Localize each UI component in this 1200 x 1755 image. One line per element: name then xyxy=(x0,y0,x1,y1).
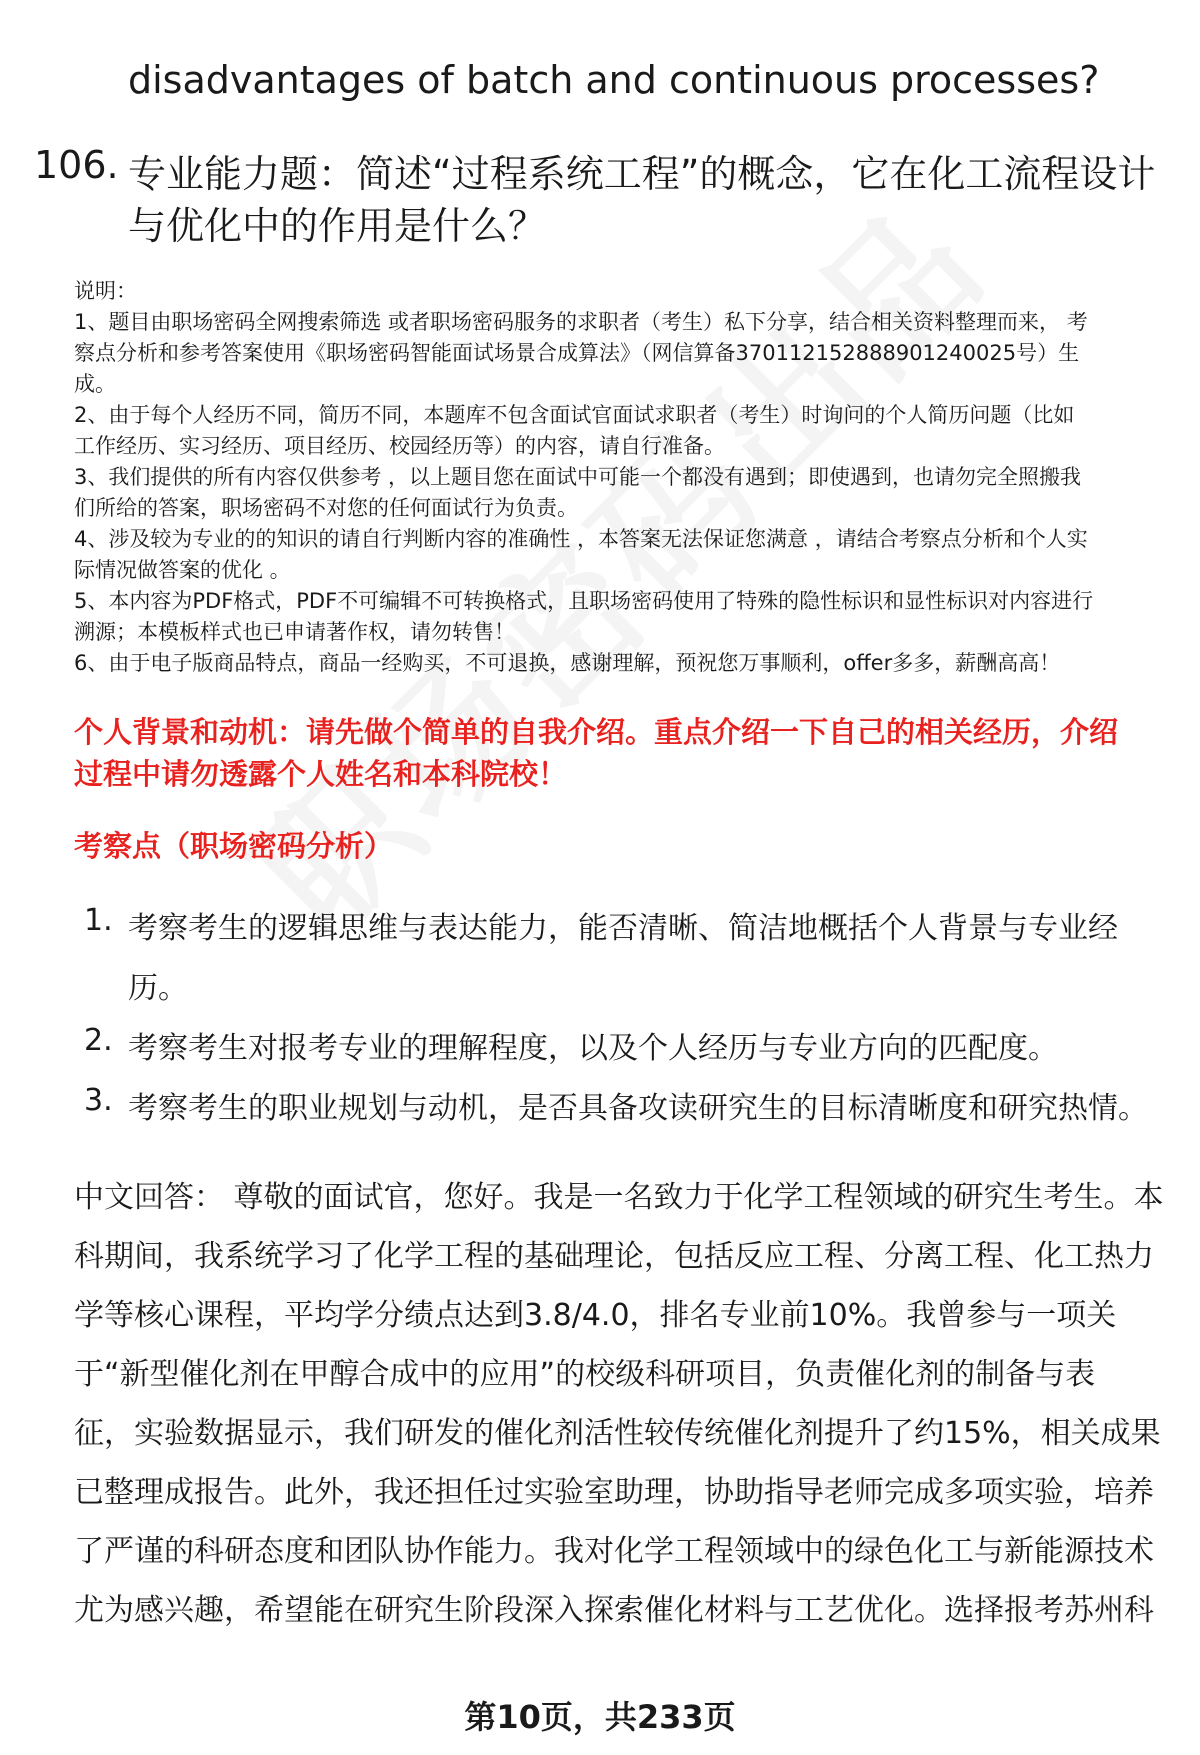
answer-block xyxy=(74,1168,1164,1640)
question-title-line1: 专业能力题：简述“过程系统工程”的概念，它在化工流程设计 xyxy=(128,152,1156,196)
answer-line: 已整理成报告。此外，我还担任过实验室助理，协助指导老师完成多项实验，培养 xyxy=(74,1475,1154,1510)
instructions-block xyxy=(74,276,1154,679)
answer-line: 征，实验数据显示，我们研发的催化剂活性较传统催化剂提升了约15%，相关成果 xyxy=(74,1416,1161,1451)
answer-line: 于“新型催化剂在甲醇合成中的应用”的校级科研项目，负责催化剂的制备与表 xyxy=(74,1357,1096,1392)
answer-line: 中文回答： 尊敬的面试官，您好。我是一名致力于化学工程领域的研究生考生。本 xyxy=(74,1180,1164,1215)
background-prompt-line2: 过程中请勿透露个人姓名和本科院校！ xyxy=(74,757,568,791)
question-title-line2: 与优化中的作用是什么？ xyxy=(128,204,547,248)
key-points-heading: 考察点（职场密码分析） xyxy=(74,829,394,863)
answer-line: 了严谨的科研态度和团队协作能力。我对化学工程领域中的绿色化工与新能源技术 xyxy=(74,1534,1154,1569)
note-line: 1、题目由职场密码全网搜索筛选 或者职场密码服务的求职者（考生）私下分享，结合相关资料整理而来， 考 xyxy=(74,310,1088,334)
previous-question-tail: disadvantages of batch and continuous processes? xyxy=(128,58,1100,102)
note-line: 们所给的答案，职场密码不对您的任何面试行为负责。 xyxy=(74,496,578,520)
list-item-text: 历。 xyxy=(128,971,188,1006)
answer-line: 尤为感兴趣，希望能在研究生阶段深入探索催化材料与工艺优化。选择报考苏州科 xyxy=(74,1593,1154,1628)
page-footer: 第10页，共233页 xyxy=(464,1698,736,1736)
note-line: 际情况做答案的优化 。 xyxy=(74,558,291,582)
list-item-number: 2. xyxy=(84,1023,113,1058)
background-prompt-line1: 个人背景和动机：请先做个简单的自我介绍。重点介绍一下自己的相关经历，介绍 xyxy=(74,715,1119,749)
note-line: 察点分析和参考答案使用《职场密码智能面试场景合成算法》（网信算备370112152888901240025号）生 xyxy=(74,341,1080,365)
note-line: 说明： xyxy=(74,279,137,303)
answer-line: 科期间，我系统学习了化学工程的基础理论，包括反应工程、分离工程、化工热力 xyxy=(74,1239,1154,1274)
list-item-text: 考察考生的职业规划与动机，是否具备攻读研究生的目标清晰度和研究热情。 xyxy=(128,1091,1148,1126)
note-line: 4、涉及较为专业的的知识的请自行判断内容的准确性 ，本答案无法保证您满意 ，请结合考察点分析和个人实 xyxy=(74,527,1088,551)
note-line: 溯源；本模板样式也已申请著作权，请勿转售！ xyxy=(74,620,515,644)
note-line: 5、本内容为PDF格式，PDF不可编辑不可转换格式，且职场密码使用了特殊的隐性标识和显性标识对内容进行 xyxy=(74,589,1094,613)
list-item-text: 考察考生的逻辑思维与表达能力，能否清晰、简洁地概括个人背景与专业经 xyxy=(128,911,1118,946)
note-line: 成。 xyxy=(74,372,116,396)
note-line: 2、由于每个人经历不同，简历不同，本题库不包含面试官面试求职者（考生）时询问的个人简历问题（比如 xyxy=(74,403,1075,427)
note-line: 3、我们提供的所有内容仅供参考 ，以上题目您在面试中可能一个都没有遇到；即使遇到，也请勿完全照搬我 xyxy=(74,465,1082,489)
list-item-number: 3. xyxy=(84,1083,113,1118)
answer-line: 学等核心课程，平均学分绩点达到3.8/4.0，排名专业前10%。我曾参与一项关 xyxy=(74,1298,1117,1333)
note-line: 工作经历、实习经历、项目经历、校园经历等）的内容，请自行准备。 xyxy=(74,434,725,458)
list-item-number: 1. xyxy=(84,903,113,938)
question-number: 106. xyxy=(34,143,119,187)
note-line: 6、由于电子版商品特点，商品一经购买，不可退换，感谢理解，预祝您万事顺利，offer多多，薪酬高高！ xyxy=(74,651,1061,675)
list-item-text: 考察考生对报考专业的理解程度，以及个人经历与专业方向的匹配度。 xyxy=(128,1031,1058,1066)
